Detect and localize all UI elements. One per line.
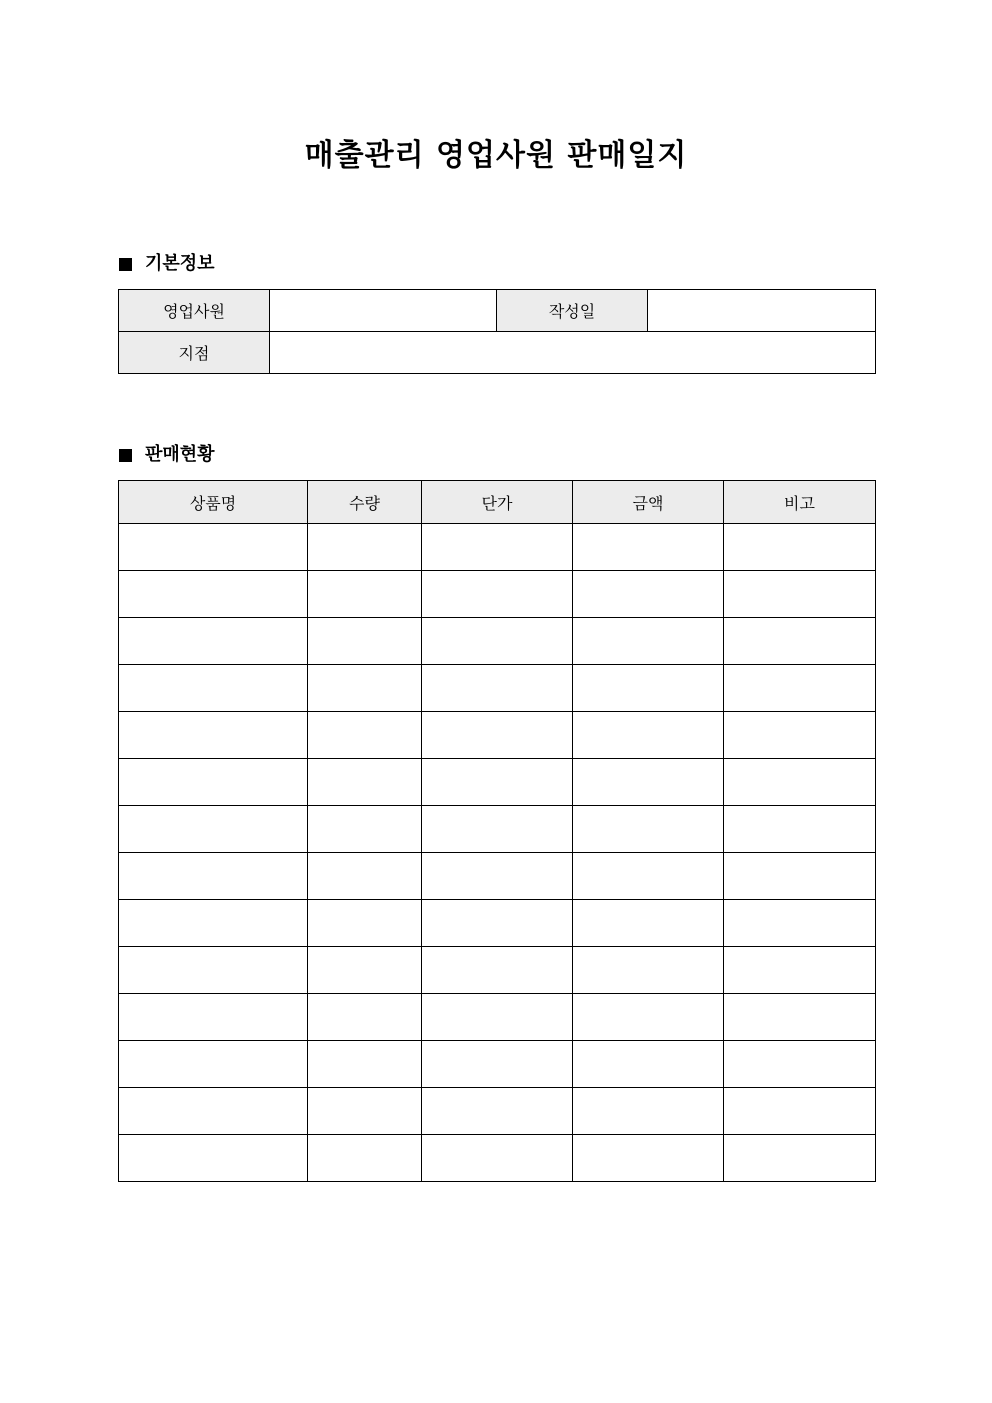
remarks-cell[interactable] xyxy=(724,947,876,994)
black-square-icon xyxy=(119,449,132,462)
amount-cell[interactable] xyxy=(573,1088,724,1135)
table-row xyxy=(119,665,876,712)
basic-info-row xyxy=(119,290,876,332)
sales-status-table xyxy=(118,480,876,1182)
table-row xyxy=(119,1135,876,1182)
quantity-cell[interactable] xyxy=(308,853,422,900)
product-cell[interactable] xyxy=(119,853,308,900)
quantity-cell[interactable] xyxy=(308,759,422,806)
date-label: 작성일 xyxy=(497,290,648,332)
unit-price-cell[interactable] xyxy=(422,994,573,1041)
section-heading-sales-status xyxy=(119,443,215,467)
unit-price-cell[interactable] xyxy=(422,759,573,806)
unit-price-cell[interactable] xyxy=(422,806,573,853)
unit-price-cell[interactable] xyxy=(422,1088,573,1135)
unit-price-cell[interactable] xyxy=(422,1135,573,1182)
quantity-cell[interactable] xyxy=(308,618,422,665)
product-cell[interactable] xyxy=(119,524,308,571)
date-field[interactable] xyxy=(648,290,876,332)
unit-price-cell[interactable] xyxy=(422,524,573,571)
table-row xyxy=(119,947,876,994)
quantity-cell[interactable] xyxy=(308,571,422,618)
remarks-cell[interactable] xyxy=(724,759,876,806)
product-cell[interactable] xyxy=(119,900,308,947)
table-row xyxy=(119,524,876,571)
remarks-cell[interactable] xyxy=(724,524,876,571)
product-cell[interactable] xyxy=(119,1041,308,1088)
basic-info-row xyxy=(119,332,876,374)
product-cell[interactable] xyxy=(119,1088,308,1135)
remarks-cell[interactable] xyxy=(724,806,876,853)
page-title: 매출관리 영업사원 판매일지 xyxy=(304,138,688,173)
black-square-icon xyxy=(119,258,132,271)
remarks-cell[interactable] xyxy=(724,1135,876,1182)
remarks-cell[interactable] xyxy=(724,1041,876,1088)
product-cell[interactable] xyxy=(119,806,308,853)
remarks-cell[interactable] xyxy=(724,618,876,665)
quantity-cell[interactable] xyxy=(308,1135,422,1182)
product-cell[interactable] xyxy=(119,618,308,665)
branch-label: 지점 xyxy=(119,332,270,374)
column-header-quantity: 수량 xyxy=(308,481,422,524)
amount-cell[interactable] xyxy=(573,806,724,853)
table-row xyxy=(119,806,876,853)
unit-price-cell[interactable] xyxy=(422,947,573,994)
salesperson-field[interactable] xyxy=(270,290,497,332)
table-row xyxy=(119,853,876,900)
quantity-cell[interactable] xyxy=(308,806,422,853)
remarks-cell[interactable] xyxy=(724,900,876,947)
product-cell[interactable] xyxy=(119,994,308,1041)
amount-cell[interactable] xyxy=(573,571,724,618)
column-header-amount: 금액 xyxy=(573,481,724,524)
table-row xyxy=(119,618,876,665)
product-cell[interactable] xyxy=(119,571,308,618)
amount-cell[interactable] xyxy=(573,1135,724,1182)
quantity-cell[interactable] xyxy=(308,712,422,759)
amount-cell[interactable] xyxy=(573,900,724,947)
table-row xyxy=(119,759,876,806)
section-heading-basic-info xyxy=(119,252,215,276)
basic-info-table xyxy=(118,289,876,374)
amount-cell[interactable] xyxy=(573,853,724,900)
column-header-remarks: 비고 xyxy=(724,481,876,524)
amount-cell[interactable] xyxy=(573,1041,724,1088)
quantity-cell[interactable] xyxy=(308,524,422,571)
product-cell[interactable] xyxy=(119,947,308,994)
unit-price-cell[interactable] xyxy=(422,571,573,618)
amount-cell[interactable] xyxy=(573,994,724,1041)
table-row xyxy=(119,712,876,759)
salesperson-label: 영업사원 xyxy=(119,290,270,332)
quantity-cell[interactable] xyxy=(308,665,422,712)
amount-cell[interactable] xyxy=(573,524,724,571)
section-heading-label: 기본정보 xyxy=(145,253,215,274)
amount-cell[interactable] xyxy=(573,665,724,712)
amount-cell[interactable] xyxy=(573,712,724,759)
unit-price-cell[interactable] xyxy=(422,853,573,900)
remarks-cell[interactable] xyxy=(724,712,876,759)
column-header-unit-price: 단가 xyxy=(422,481,573,524)
remarks-cell[interactable] xyxy=(724,571,876,618)
table-row xyxy=(119,994,876,1041)
product-cell[interactable] xyxy=(119,1135,308,1182)
quantity-cell[interactable] xyxy=(308,994,422,1041)
unit-price-cell[interactable] xyxy=(422,900,573,947)
section-heading-label: 판매현황 xyxy=(145,444,215,465)
product-cell[interactable] xyxy=(119,712,308,759)
unit-price-cell[interactable] xyxy=(422,1041,573,1088)
table-header-row xyxy=(119,481,876,524)
remarks-cell[interactable] xyxy=(724,994,876,1041)
remarks-cell[interactable] xyxy=(724,853,876,900)
quantity-cell[interactable] xyxy=(308,900,422,947)
remarks-cell[interactable] xyxy=(724,665,876,712)
table-row xyxy=(119,571,876,618)
table-row xyxy=(119,1041,876,1088)
quantity-cell[interactable] xyxy=(308,1041,422,1088)
unit-price-cell[interactable] xyxy=(422,665,573,712)
product-cell[interactable] xyxy=(119,759,308,806)
unit-price-cell[interactable] xyxy=(422,618,573,665)
table-row xyxy=(119,900,876,947)
quantity-cell[interactable] xyxy=(308,1088,422,1135)
table-row xyxy=(119,1088,876,1135)
column-header-product: 상품명 xyxy=(119,481,308,524)
branch-field[interactable] xyxy=(270,332,876,374)
amount-cell[interactable] xyxy=(573,618,724,665)
quantity-cell[interactable] xyxy=(308,947,422,994)
remarks-cell[interactable] xyxy=(724,1088,876,1135)
product-cell[interactable] xyxy=(119,665,308,712)
unit-price-cell[interactable] xyxy=(422,712,573,759)
amount-cell[interactable] xyxy=(573,759,724,806)
amount-cell[interactable] xyxy=(573,947,724,994)
